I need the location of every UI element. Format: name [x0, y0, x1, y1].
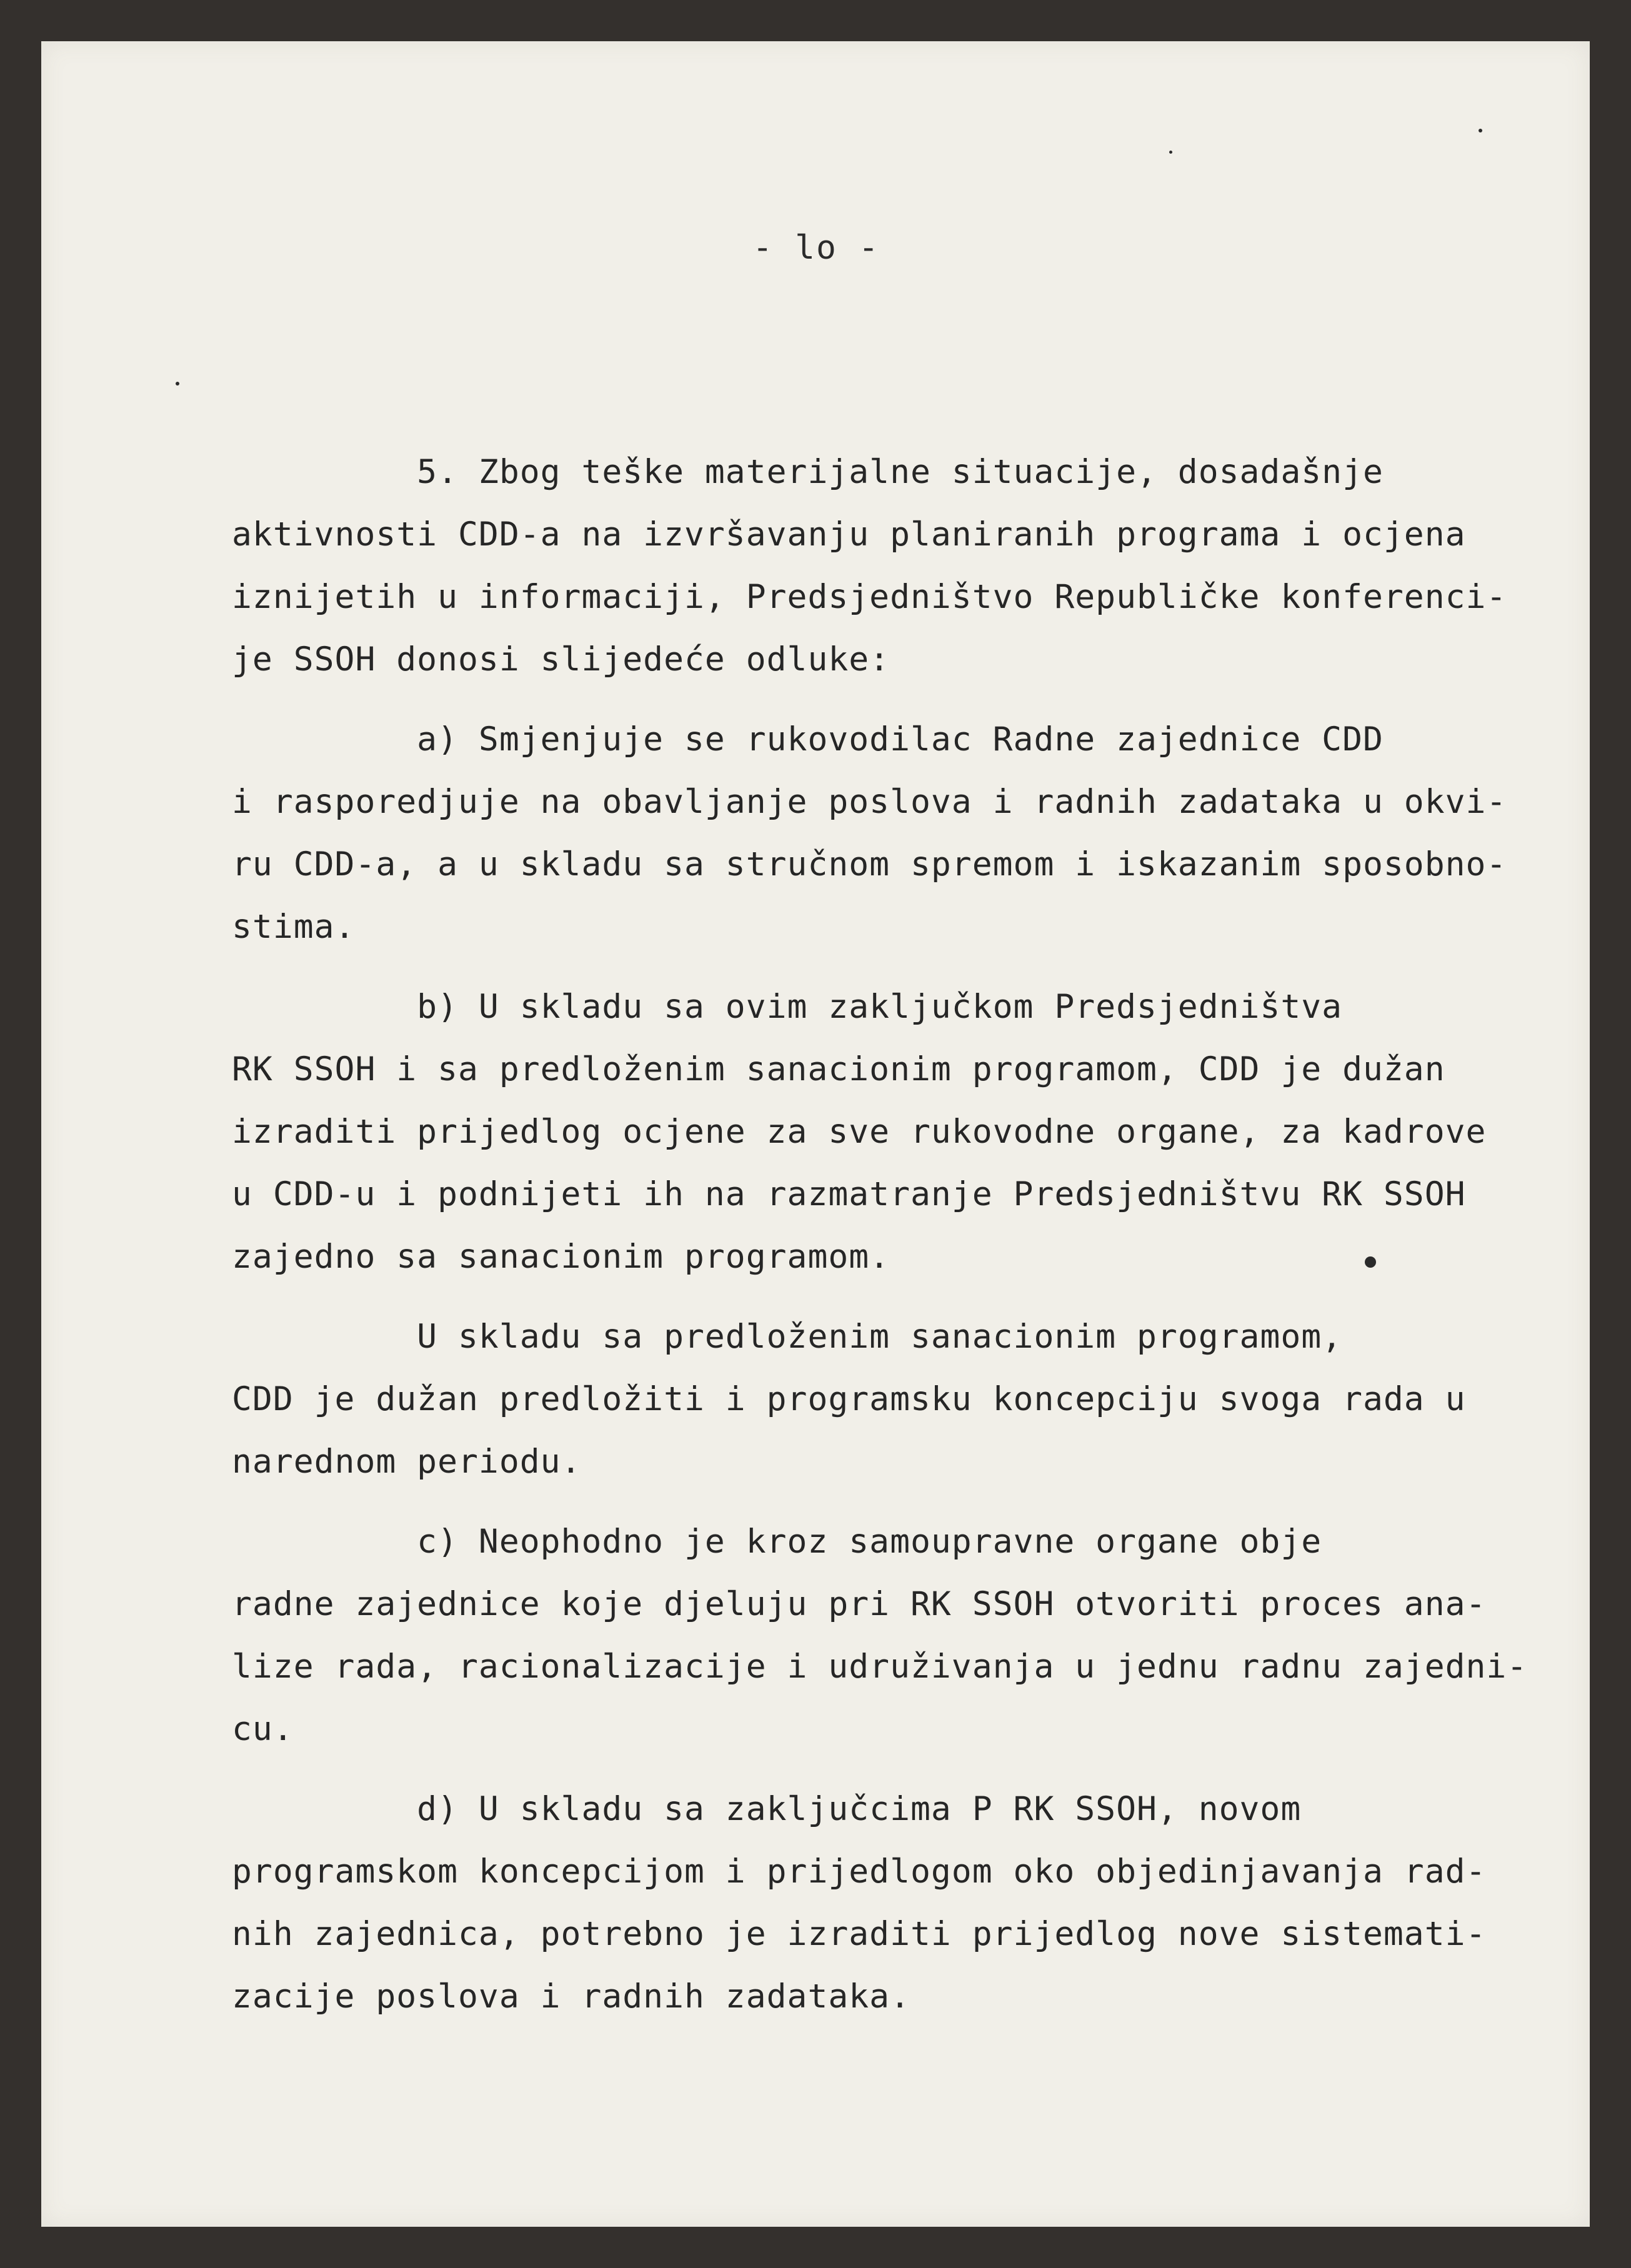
document-body [232, 441, 1528, 2028]
paragraph-b [232, 976, 1488, 1288]
text-line: CDD je dužan predložiti i programsku koncepciju svoga rada u [232, 1380, 1466, 1418]
text-line: RK SSOH i sa predloženim sanacionim programom, CDD je dužan [232, 1050, 1445, 1088]
paragraph-a [232, 709, 1507, 958]
paragraph-d [232, 1778, 1488, 2028]
text-line: stima. [232, 908, 356, 946]
page-number: - lo - [752, 229, 880, 267]
text-line: je SSOH donosi slijedeće odluke: [232, 640, 890, 679]
text-line: cu. [232, 1710, 294, 1748]
text-line: zacije poslova i radnih zadataka. [232, 1977, 910, 2016]
text-line: U skladu sa predloženim sanacionim programom, [232, 1318, 1343, 1356]
text-line: lize rada, racionalizacije i udruživanja u jednu radnu zajedni- [232, 1648, 1528, 1686]
text-line: narednom periodu. [232, 1443, 582, 1481]
text-line: ru CDD-a, a u skladu sa stručnom spremom i iskazanim sposobno- [232, 845, 1507, 883]
text-line: b) U skladu sa ovim zaključkom Predsjedništva [232, 988, 1343, 1026]
text-line: d) U skladu sa zaključcima P RK SSOH, novom [232, 1790, 1302, 1828]
ink-speck [1365, 1256, 1376, 1268]
text-line: c) Neophodno je kroz samoupravne organe obje [232, 1523, 1322, 1561]
paragraph-b-continued [232, 1306, 1488, 1493]
text-line: radne zajednice koje djeluju pri RK SSOH otvoriti proces ana- [232, 1585, 1487, 1623]
text-line: aktivnosti CDD-a na izvršavanju planiranih programa i ocjena [232, 515, 1466, 554]
ink-speck [1479, 129, 1482, 132]
text-line: iznijetih u informaciji, Predsjedništvo Republičke konferenci- [232, 578, 1507, 616]
text-line: i rasporedjuje na obavljanje poslova i radnih zadataka u okvi- [232, 783, 1507, 821]
text-line: zajedno sa sanacionim programom. [232, 1238, 890, 1276]
text-line: u CDD-u i podnijeti ih na razmatranje Predsjedništvu RK SSOH [232, 1175, 1466, 1213]
ink-speck [176, 382, 179, 385]
text-line: a) Smjenjuje se rukovodilac Radne zajednice CDD [232, 720, 1384, 758]
text-line: nih zajednica, potrebno je izraditi prijedlog nove sistemati- [232, 1915, 1487, 1953]
document-page [41, 41, 1590, 2227]
text-line: 5. Zbog teške materijalne situacije, dosadašnje [232, 453, 1384, 491]
text-line: izraditi prijedlog ocjene za sve rukovodne organe, za kadrove [232, 1113, 1487, 1151]
text-line: programskom koncepcijom i prijedlogom oko objedinjavanja rad- [232, 1853, 1487, 1891]
paragraph-5 [232, 441, 1507, 691]
ink-speck [1169, 151, 1172, 154]
paragraph-c [232, 1511, 1528, 1761]
